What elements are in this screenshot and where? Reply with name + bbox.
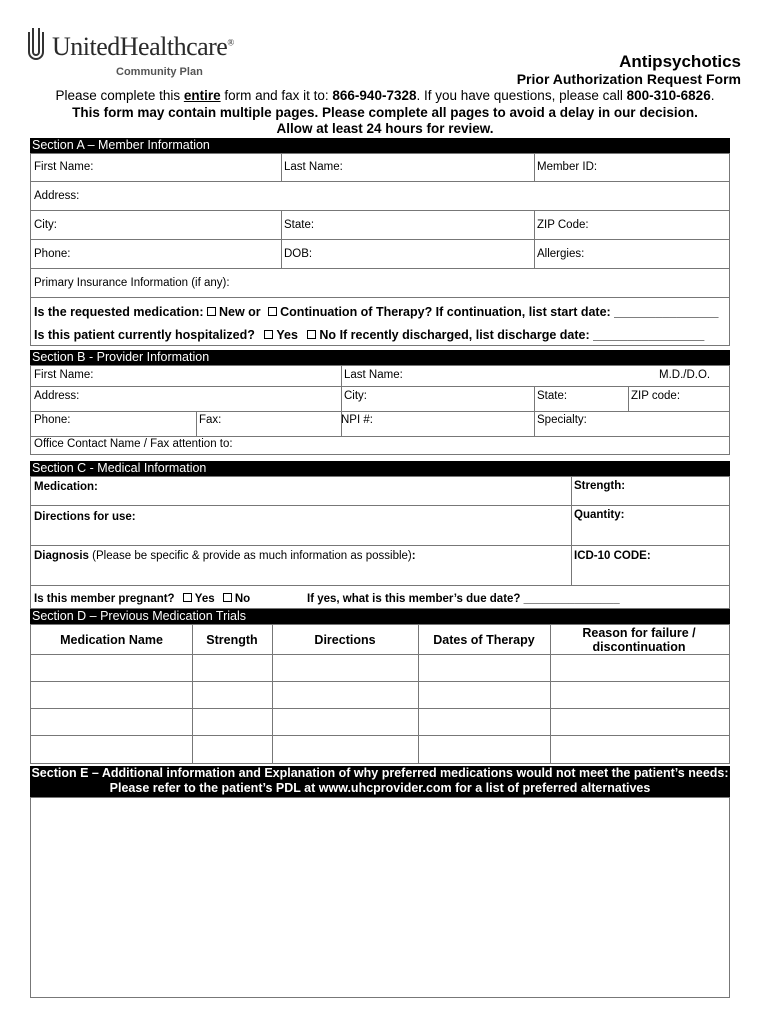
strength-field[interactable]: Strength:: [574, 480, 626, 492]
primary-insurance-field[interactable]: Primary Insurance Information (if any):: [34, 277, 230, 289]
diagnosis-field[interactable]: Diagnosis (Please be specific & provide as much information as possible):: [34, 550, 416, 562]
member-state-field[interactable]: State:: [284, 219, 315, 231]
medication-field[interactable]: Medication:: [34, 481, 98, 493]
section-e-title: Section E – Additional information and Explanation of why preferred medications would not meet the patient’s needs:: [31, 766, 729, 780]
logo-subtitle: Community Plan: [116, 66, 203, 78]
continuation-checkbox[interactable]: [268, 307, 277, 316]
quantity-field[interactable]: Quantity:: [574, 509, 625, 521]
new-checkbox[interactable]: [207, 307, 216, 316]
section-c-box: [30, 476, 730, 609]
md-do-label: M.D./D.O.: [659, 369, 711, 381]
provider-address-field[interactable]: Address:: [34, 390, 80, 402]
additional-information-field[interactable]: [30, 797, 730, 998]
form-subtitle: Prior Authorization Request Form: [516, 71, 741, 87]
icd10-code-field[interactable]: ICD-10 CODE:: [574, 550, 651, 562]
section-a-box: [30, 153, 730, 346]
column-header-dates-of-therapy: Dates of Therapy: [433, 633, 535, 647]
previous-trials-table: [30, 624, 730, 764]
column-header-medication-name: Medication Name: [60, 633, 163, 647]
medication-status-question: Is the requested medication: New or Continuation of Therapy? If continuation, list start date: _______________: [34, 305, 719, 319]
member-last-name-field[interactable]: Last Name:: [284, 161, 343, 173]
hospitalized-yes-checkbox[interactable]: [264, 330, 273, 339]
provider-specialty-field[interactable]: Specialty:: [537, 414, 587, 426]
phone-number: 800-310-6826: [626, 88, 711, 103]
member-id-field[interactable]: Member ID:: [537, 161, 598, 173]
provider-npi-field[interactable]: NPI #:: [341, 414, 373, 426]
section-d-header: Section D – Previous Medication Trials: [30, 609, 730, 624]
table-row[interactable]: [31, 736, 729, 762]
provider-city-field[interactable]: City:: [344, 390, 367, 402]
provider-phone-field[interactable]: Phone:: [34, 414, 71, 426]
section-b-header: Section B - Provider Information: [30, 350, 730, 365]
section-c-header: Section C - Medical Information: [30, 461, 730, 476]
fax-number: 866-940-7328: [332, 88, 417, 103]
instructions-line-3: Allow at least 24 hours for review.: [276, 121, 494, 136]
section-b-box: [30, 365, 730, 455]
unitedhealthcare-logo-icon: [26, 28, 46, 64]
provider-last-name-field[interactable]: Last Name:: [344, 369, 403, 381]
due-date-field[interactable]: If yes, what is this member’s due date? _______________: [307, 593, 620, 605]
logo-wordmark: UnitedHealthcare®: [52, 32, 234, 61]
section-a-header: Section A – Member Information: [30, 138, 730, 153]
table-row[interactable]: [31, 655, 729, 681]
provider-first-name-field[interactable]: First Name:: [34, 369, 94, 381]
directions-for-use-field[interactable]: Directions for use:: [34, 511, 136, 523]
provider-zip-field[interactable]: ZIP code:: [631, 390, 681, 402]
pregnant-question: Is this member pregnant? Yes No: [34, 593, 251, 605]
office-contact-field[interactable]: Office Contact Name / Fax attention to:: [34, 438, 233, 450]
hospitalized-no-checkbox[interactable]: [307, 330, 316, 339]
table-row[interactable]: [31, 709, 729, 735]
member-phone-field[interactable]: Phone:: [34, 248, 71, 260]
instructions-line-1: Please complete this entire form and fax it to: 866-940-7328. If you have questions, please call 800-310-6826.: [55, 88, 715, 103]
member-allergies-field[interactable]: Allergies:: [537, 248, 585, 260]
column-header-directions: Directions: [314, 633, 376, 647]
member-city-field[interactable]: City:: [34, 219, 57, 231]
provider-fax-field[interactable]: Fax:: [199, 414, 222, 426]
section-e-header: [30, 766, 730, 797]
pregnant-yes-checkbox[interactable]: [183, 593, 192, 602]
provider-state-field[interactable]: State:: [537, 390, 568, 402]
instructions-line-2: This form may contain multiple pages. Please complete all pages to avoid a delay in our decision.: [72, 105, 698, 120]
member-first-name-field[interactable]: First Name:: [34, 161, 94, 173]
member-address-field[interactable]: Address:: [34, 190, 80, 202]
table-row[interactable]: [31, 682, 729, 708]
pregnant-no-checkbox[interactable]: [223, 593, 232, 602]
member-zip-field[interactable]: ZIP Code:: [537, 219, 589, 231]
column-header-strength: Strength: [206, 633, 258, 647]
hospitalized-question: Is this patient currently hospitalized? Yes No If recently discharged, list discharge date: ________________: [34, 328, 705, 342]
section-e-subtitle: Please refer to the patient’s PDL at www.uhcprovider.com for a list of preferred alternatives: [109, 781, 651, 795]
member-dob-field[interactable]: DOB:: [284, 248, 313, 260]
column-header-reason-for-failure: Reason for failure / discontinuation: [582, 626, 696, 654]
form-title: Antipsychotics: [619, 52, 741, 71]
